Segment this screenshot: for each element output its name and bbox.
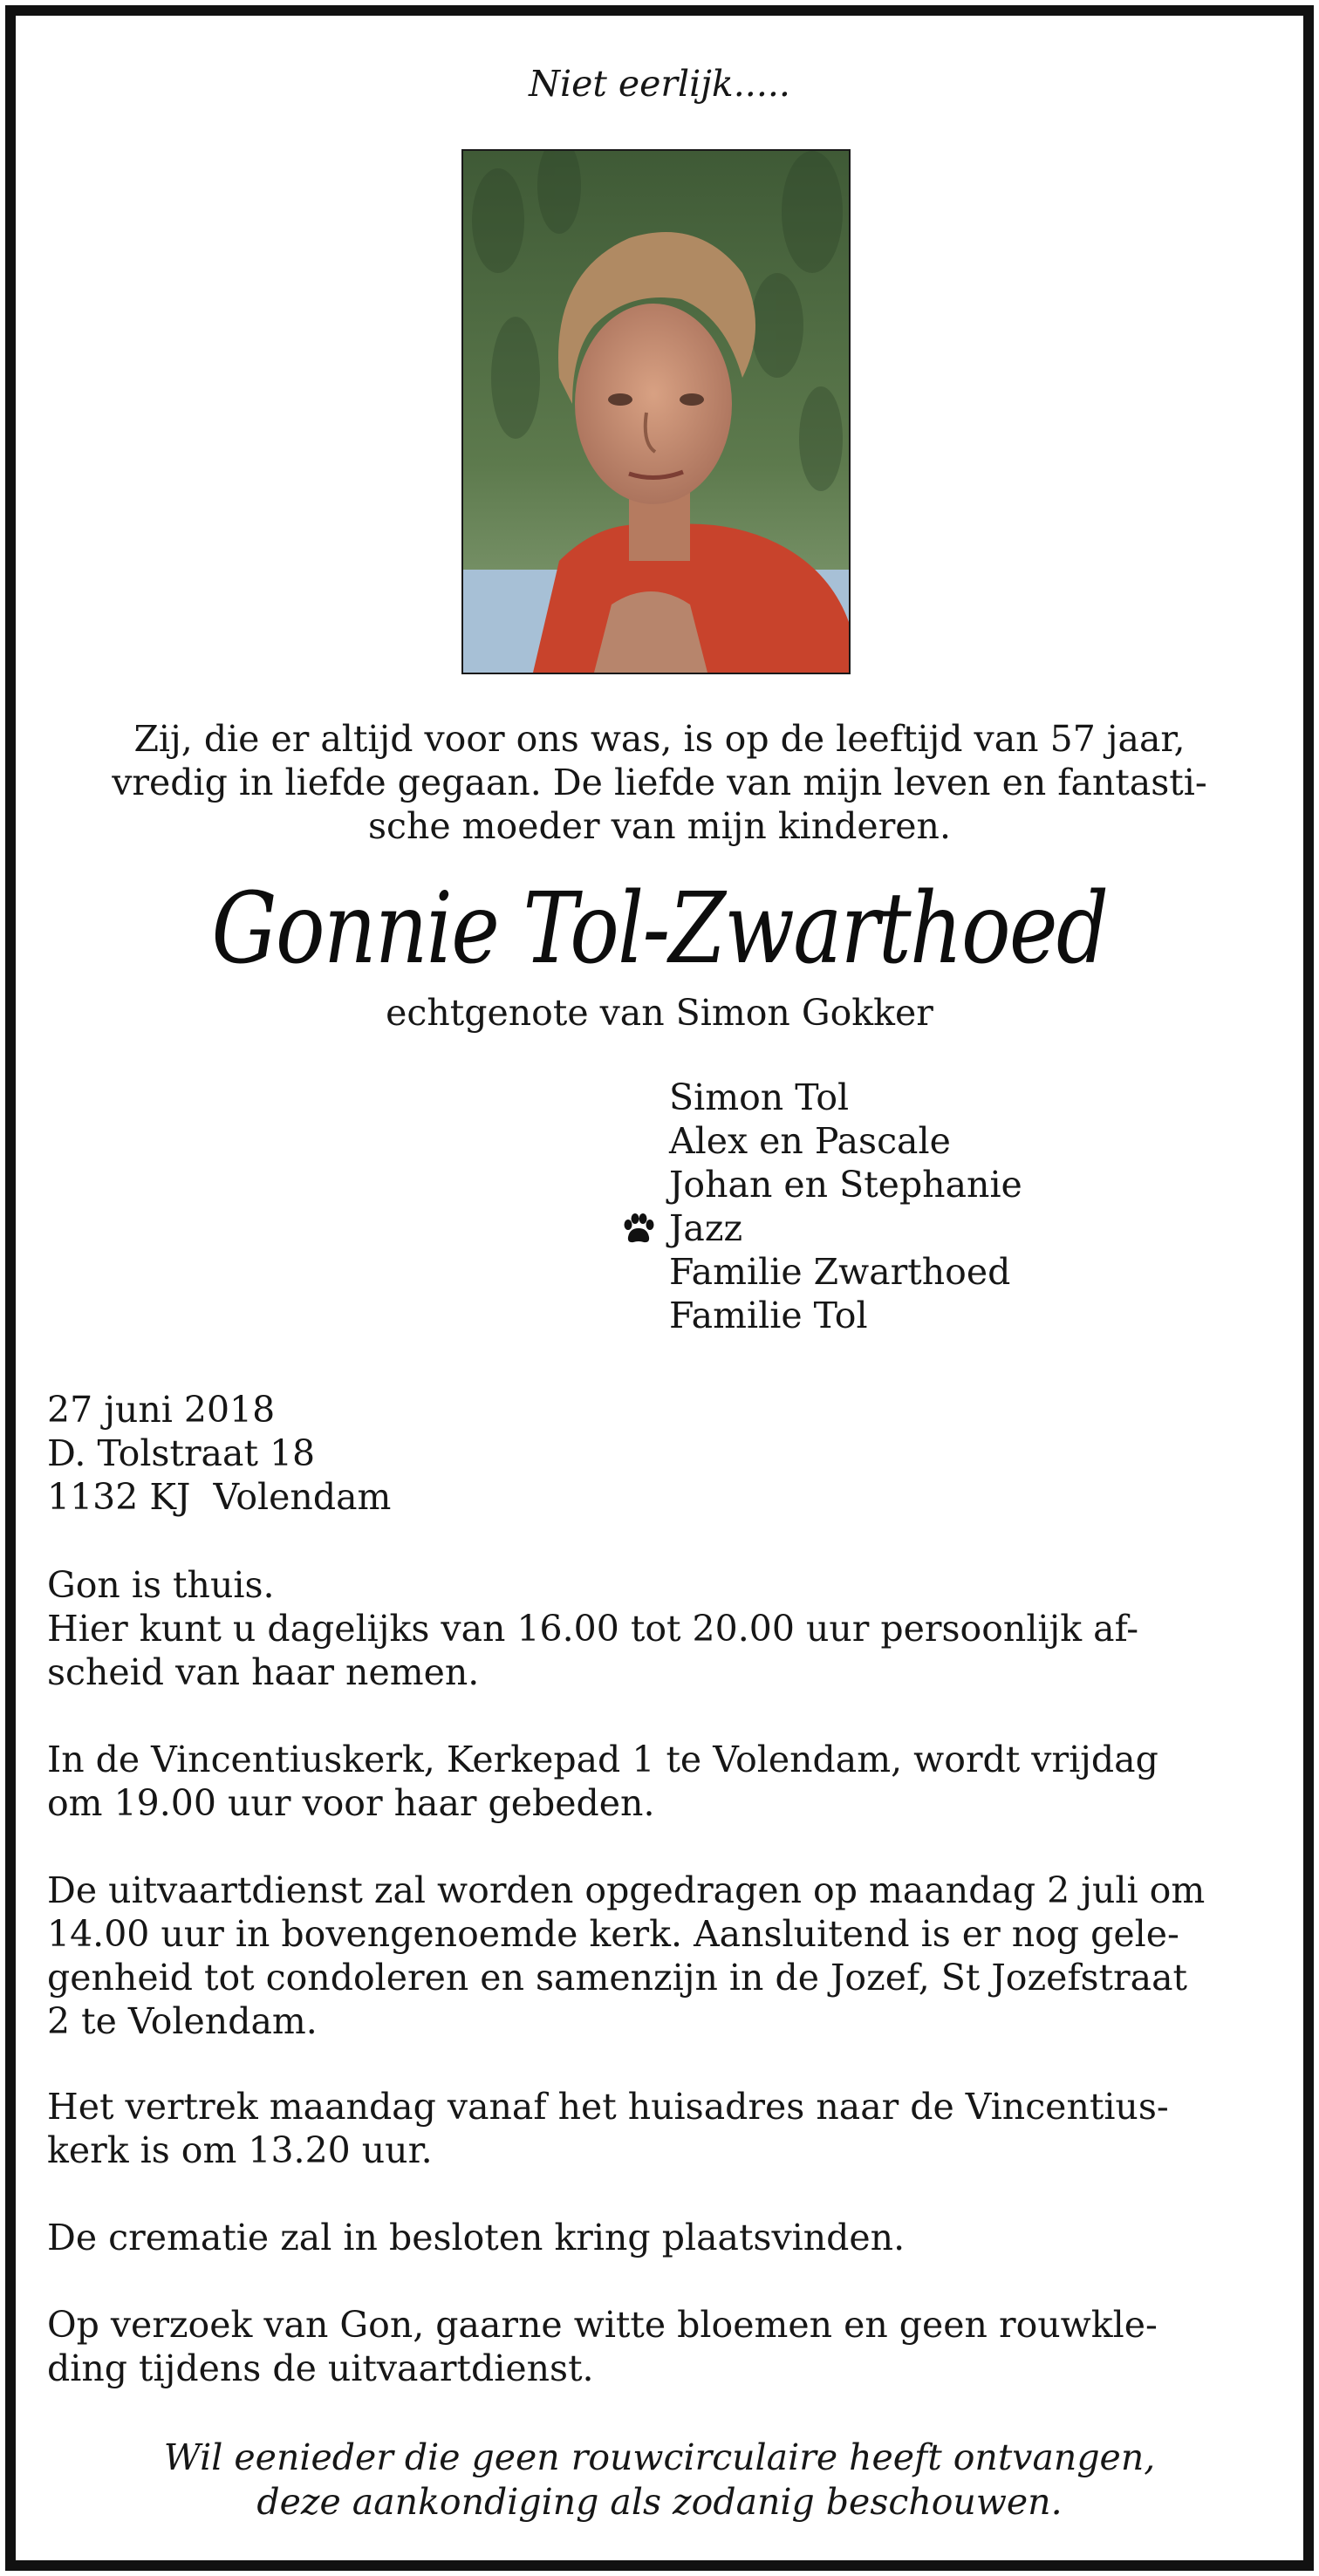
paragraph-line: In de Vincentiuskerk, Kerkepad 1 te Volendam, wordt vrijdag xyxy=(47,1739,1158,1780)
paragraph-funeral xyxy=(47,1869,1272,2043)
paragraph-line: Hier kunt u dagelijks van 16.00 tot 20.00 uur persoonlijk af- xyxy=(47,1608,1139,1650)
intro-line: Zij, die er altijd voor ons was, is op de leeftijd van 57 jaar, xyxy=(133,718,1186,760)
mourner-name: Alex en Pascale xyxy=(669,1120,951,1162)
paragraph-line: scheid van haar nemen. xyxy=(47,1651,480,1693)
paragraph-line: kerk is om 13.20 uur. xyxy=(47,2129,433,2171)
mourner-name: Simon Tol xyxy=(669,1076,850,1118)
paragraph-cremation xyxy=(47,2216,1272,2259)
portrait-photo xyxy=(461,149,851,674)
mourner-name: Familie Tol xyxy=(669,1295,868,1336)
headline: Niet eerlijk..... xyxy=(529,63,790,105)
paragraph-line: Gon is thuis. xyxy=(47,1564,275,1606)
paragraph-line: Het vertrek maandag vanaf het huisadres naar de Vincentius- xyxy=(47,2086,1169,2128)
paragraph-prayer xyxy=(47,1738,1272,1825)
mourner-name: Familie Zwarthoed xyxy=(669,1251,1011,1293)
portrait-illustration xyxy=(463,151,849,673)
postal-line: 1132 KJ Volendam xyxy=(47,1476,392,1518)
spouse-line: echtgenote van Simon Gokker xyxy=(386,992,933,1034)
paragraph-line: De uitvaartdienst zal worden opgedragen op maandag 2 juli om xyxy=(47,1869,1206,1911)
street-line: D. Tolstraat 18 xyxy=(47,1432,316,1474)
paw-print-icon xyxy=(621,1213,656,1247)
address-block xyxy=(47,1388,1272,1519)
paragraph-line: De crematie zal in besloten kring plaatsvinden. xyxy=(47,2217,906,2258)
paragraph-line: 2 te Volendam. xyxy=(47,2000,318,2042)
intro-line: vredig in liefde gegaan. De liefde van mijn leven en fantasti- xyxy=(112,762,1207,803)
paragraph-flowers xyxy=(47,2303,1272,2390)
paragraph-line: Op verzoek van Gon, gaarne witte bloemen en geen rouwkle- xyxy=(47,2304,1158,2346)
closing-note xyxy=(0,2436,1319,2525)
date-line: 27 juni 2018 xyxy=(47,1389,276,1431)
paragraph-line: genheid tot condoleren en samenzijn in de Jozef, St Jozefstraat xyxy=(47,1957,1187,1999)
paragraph-line: ding tijdens de uitvaartdienst. xyxy=(47,2347,594,2389)
paragraph-departure xyxy=(47,2085,1272,2172)
mourner-name: Jazz xyxy=(669,1207,743,1249)
intro-text xyxy=(0,717,1319,848)
paragraph-line: 14.00 uur in bovengenoemde kerk. Aansluitend is er nog gele- xyxy=(47,1913,1179,1955)
intro-line: sche moeder van mijn kinderen. xyxy=(367,805,952,847)
paragraph-visiting xyxy=(47,1563,1272,1694)
mourners-list xyxy=(669,1076,1022,1337)
closing-line: deze aankondiging als zodanig beschouwen. xyxy=(256,2481,1063,2523)
deceased-name: Gonnie Tol-Zwarthoed xyxy=(211,872,1108,986)
paragraph-line: om 19.00 uur voor haar gebeden. xyxy=(47,1782,655,1824)
mourner-name: Johan en Stephanie xyxy=(669,1164,1022,1206)
closing-line: Wil eenieder die geen rouwcirculaire heeft ontvangen, xyxy=(163,2436,1156,2478)
